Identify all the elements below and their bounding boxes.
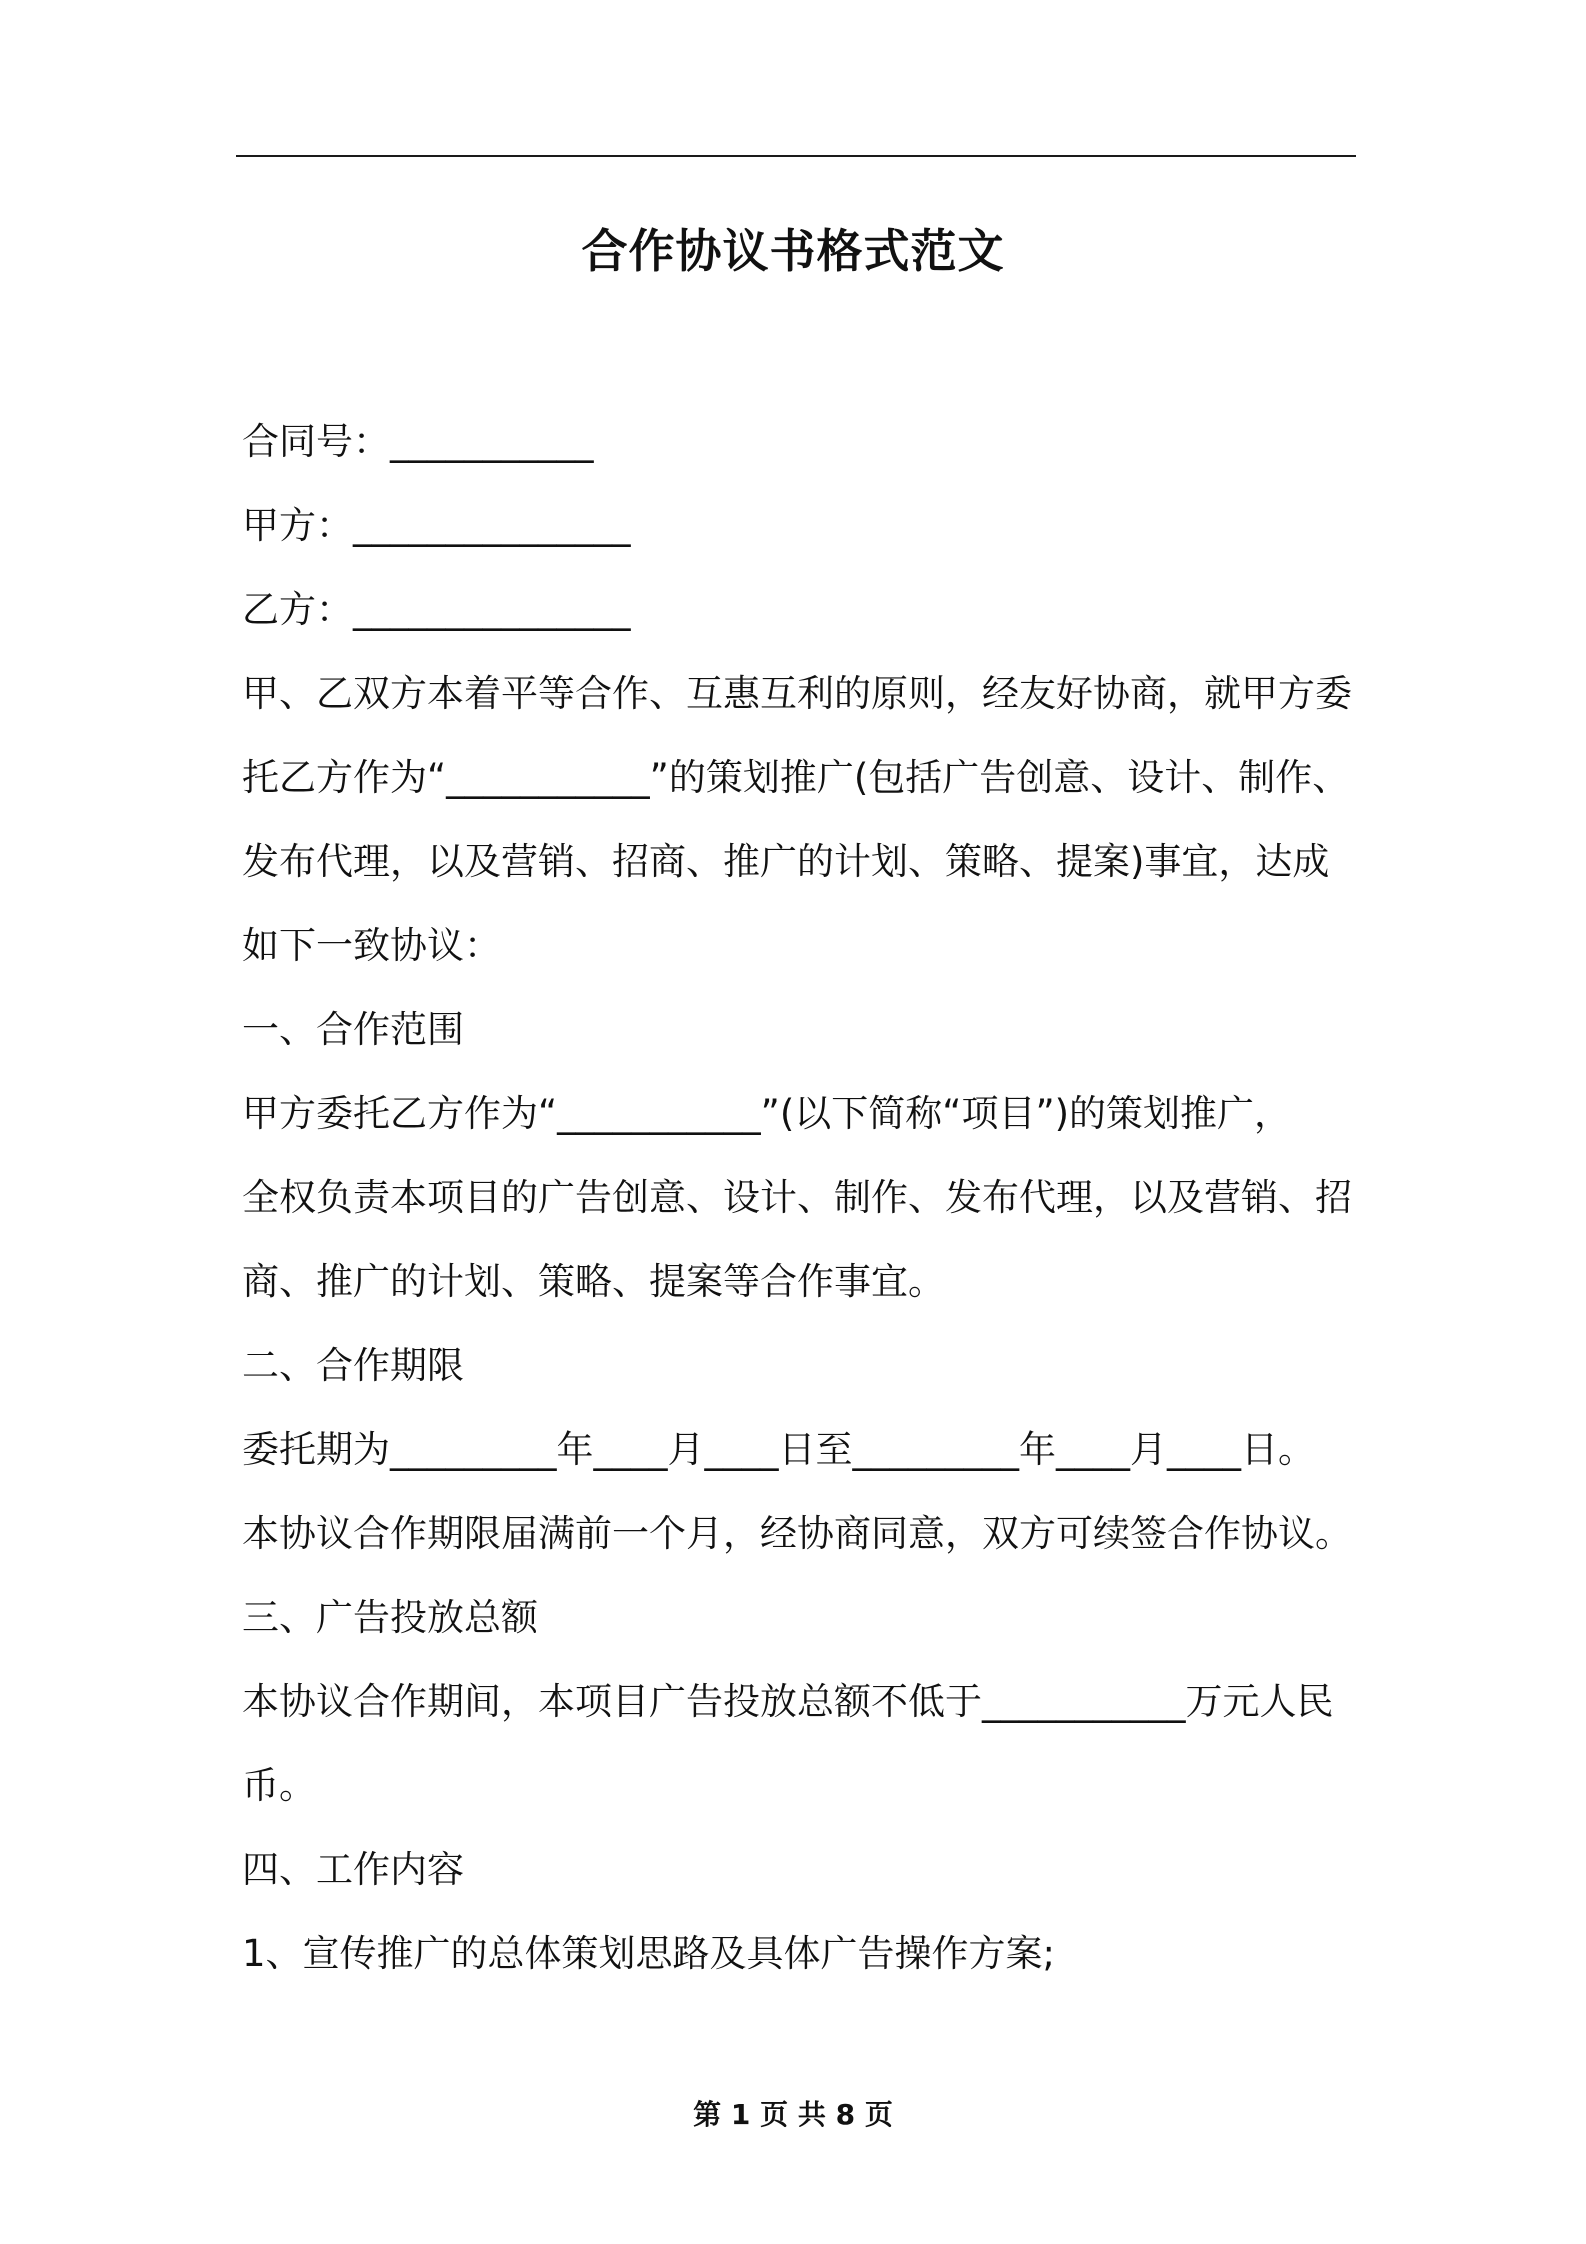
- paragraph-line: 币。: [242, 1764, 316, 1807]
- paragraph-line: 商、推广的计划、策略、提案等合作事宜。: [242, 1260, 945, 1303]
- paragraph-line: 发布代理，以及营销、招商、推广的计划、策略、提案)事宜，达成: [242, 840, 1330, 883]
- document-title: 合作协议书格式范文: [581, 224, 1005, 278]
- contract-number-line: 合同号：___________: [242, 420, 594, 463]
- paragraph-line: 甲方委托乙方作为“___________”(以下简称“项目”)的策划推广，: [242, 1092, 1292, 1135]
- list-item: 1、宣传推广的总体策划思路及具体广告操作方案;: [242, 1932, 1056, 1975]
- party-a-line: 甲方：_______________: [242, 504, 631, 547]
- paragraph-line: 本协议合作期限届满前一个月，经协商同意，双方可续签合作协议。: [242, 1512, 1352, 1555]
- paragraph-line: 甲、乙双方本着平等合作、互惠互利的原则，经友好协商，就甲方委: [242, 672, 1352, 715]
- section-heading: 四、工作内容: [242, 1848, 464, 1891]
- section-heading: 三、广告投放总额: [242, 1596, 538, 1639]
- paragraph-line: 全权负责本项目的广告创意、设计、制作、发布代理，以及营销、招: [242, 1176, 1352, 1219]
- paragraph-line: 托乙方作为“___________”的策划推广(包括广告创意、设计、制作、: [242, 756, 1350, 799]
- party-b-line: 乙方：_______________: [242, 588, 631, 631]
- section-heading: 二、合作期限: [242, 1344, 464, 1387]
- section-heading: 一、合作范围: [242, 1008, 464, 1051]
- paragraph-line: 本协议合作期间，本项目广告投放总额不低于___________万元人民: [242, 1680, 1334, 1723]
- page-number-footer: 第 1 页 共 8 页: [693, 2098, 893, 2131]
- header-rule: [236, 155, 1356, 157]
- paragraph-line: 委托期为_________年____月____日至_________年____月____日。: [242, 1428, 1315, 1471]
- paragraph-line: 如下一致协议：: [242, 924, 501, 967]
- document-body: [242, 400, 1360, 1996]
